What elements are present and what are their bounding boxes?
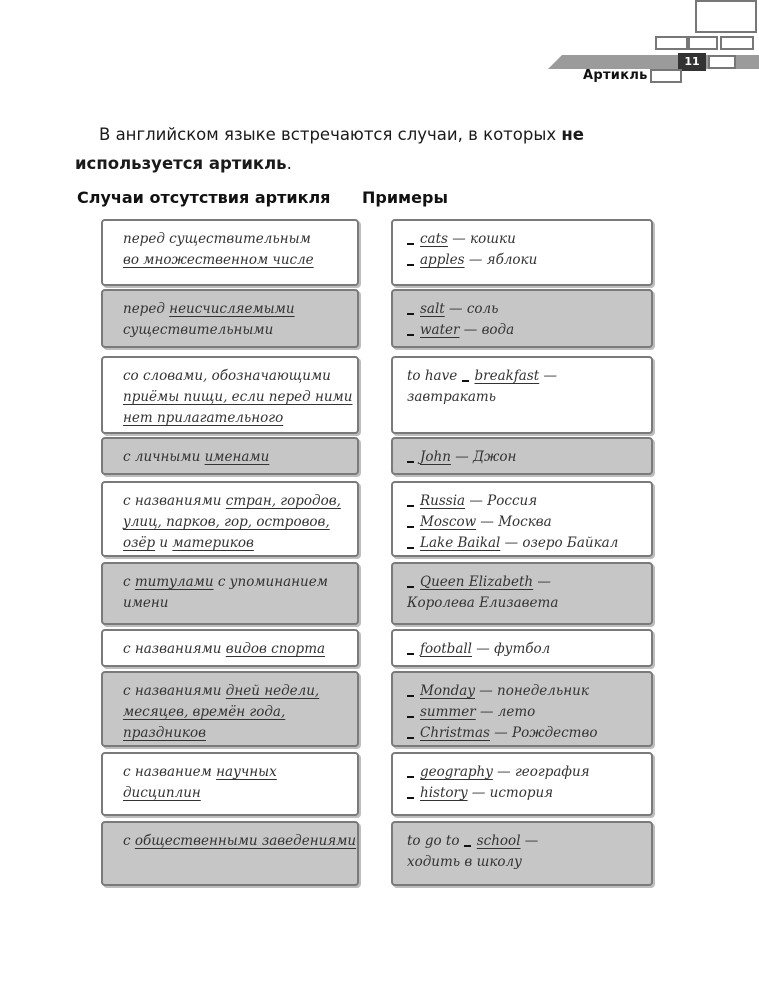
text-line xyxy=(407,533,637,554)
example-text xyxy=(407,447,637,468)
text-fragment: с xyxy=(123,833,135,849)
article-blank xyxy=(464,845,471,847)
text-line xyxy=(407,723,637,744)
example-card xyxy=(391,671,653,747)
text-line xyxy=(123,681,343,702)
text-line xyxy=(407,491,637,512)
text-line xyxy=(123,320,343,341)
text-fragment: — лето xyxy=(475,704,536,720)
underlined-term: во множественном числе xyxy=(123,252,314,268)
text-fragment: — яблоки xyxy=(464,252,538,268)
article-blank xyxy=(407,547,414,549)
text-fragment: — xyxy=(520,833,539,849)
intro-bold: не используется артикль xyxy=(75,125,584,173)
underlined-term: общественными заведениями xyxy=(134,833,357,849)
text-fragment: и xyxy=(155,535,173,551)
text-line xyxy=(407,572,637,593)
text-line xyxy=(123,250,343,271)
case-text xyxy=(123,762,343,804)
example-text xyxy=(407,229,637,271)
header-deco-box xyxy=(695,0,757,33)
page-number: 11 xyxy=(678,53,706,71)
case-card xyxy=(101,752,359,816)
text-line xyxy=(123,533,343,554)
underlined-term: титулами xyxy=(134,574,214,590)
article-blank xyxy=(407,653,414,655)
left-column-heading: Случаи отсутствия артикля xyxy=(77,188,331,207)
example-card xyxy=(391,481,653,557)
text-fragment: с личными xyxy=(123,449,205,465)
text-fragment: — соль xyxy=(444,301,499,317)
text-fragment: существительными xyxy=(123,322,274,338)
text-line xyxy=(407,250,637,271)
text-line xyxy=(123,408,343,429)
text-line xyxy=(407,387,637,408)
header-deco-box xyxy=(688,36,718,50)
text-line xyxy=(123,762,343,783)
underlined-term: school xyxy=(476,833,521,849)
text-fragment: со словами, обозначающими xyxy=(123,368,331,384)
text-line xyxy=(123,447,343,468)
example-card xyxy=(391,752,653,816)
article-blank xyxy=(407,797,414,799)
underlined-term: именами xyxy=(204,449,270,465)
underlined-term: приёмы пищи, если перед ними xyxy=(123,389,353,405)
case-text xyxy=(123,681,343,744)
example-card xyxy=(391,629,653,667)
text-line xyxy=(407,229,637,250)
article-blank xyxy=(462,380,469,382)
text-line xyxy=(407,681,637,702)
text-fragment: с названиями xyxy=(123,641,226,657)
example-text xyxy=(407,572,637,614)
case-text xyxy=(123,299,343,341)
article-blank xyxy=(407,695,414,697)
text-fragment: — Москва xyxy=(476,514,552,530)
text-line xyxy=(407,366,637,387)
case-text xyxy=(123,572,343,614)
text-fragment: — xyxy=(533,574,551,590)
text-fragment: — понедельник xyxy=(474,683,589,699)
text-fragment: с xyxy=(123,574,135,590)
case-card xyxy=(101,629,359,667)
example-text xyxy=(407,299,637,341)
underlined-term: water xyxy=(420,322,460,338)
underlined-term: summer xyxy=(420,704,476,720)
text-line xyxy=(407,447,637,468)
case-card xyxy=(101,481,359,557)
text-line xyxy=(123,723,343,744)
header-deco-box xyxy=(650,69,682,83)
example-card xyxy=(391,821,653,886)
text-fragment: — Рождество xyxy=(489,725,598,741)
article-blank xyxy=(407,737,414,739)
example-card xyxy=(391,562,653,625)
underlined-term: Queen Elizabeth xyxy=(420,574,534,590)
example-card xyxy=(391,289,653,348)
header-deco-box xyxy=(655,36,688,50)
text-line xyxy=(407,512,637,533)
text-line xyxy=(407,762,637,783)
underlined-term: стран, городов, xyxy=(225,493,341,509)
text-line xyxy=(407,299,637,320)
text-fragment: с названиями xyxy=(123,493,226,509)
text-line xyxy=(123,512,343,533)
intro-text: В английском языке встречаются случаи, в которых xyxy=(99,125,562,144)
text-line xyxy=(407,639,637,660)
text-fragment: перед xyxy=(123,301,170,317)
underlined-term: salt xyxy=(420,301,445,317)
underlined-term: geography xyxy=(420,764,493,780)
article-blank xyxy=(407,334,414,336)
text-line xyxy=(123,831,357,852)
text-line xyxy=(123,299,343,320)
intro-paragraph xyxy=(75,120,675,178)
article-blank xyxy=(407,586,414,588)
text-fragment: — xyxy=(539,368,558,384)
text-fragment: — кошки xyxy=(447,231,516,247)
text-fragment: — футбол xyxy=(472,641,551,657)
underlined-term: Monday xyxy=(420,683,475,699)
example-text xyxy=(407,831,637,873)
case-text xyxy=(123,639,343,660)
text-fragment: — озеро Байкал xyxy=(500,535,619,551)
case-card xyxy=(101,289,359,348)
example-text xyxy=(407,491,637,554)
underlined-term: озёр xyxy=(123,535,156,551)
text-fragment: ходить в школу xyxy=(407,854,522,870)
text-line xyxy=(123,702,343,723)
underlined-term: месяцев, времён года, xyxy=(123,704,286,720)
case-text xyxy=(123,491,343,554)
case-card xyxy=(101,562,359,625)
underlined-term: breakfast xyxy=(474,368,540,384)
text-line xyxy=(123,572,343,593)
article-blank xyxy=(407,264,414,266)
intro-end: . xyxy=(286,154,292,173)
example-card xyxy=(391,437,653,475)
text-line xyxy=(407,783,637,804)
case-text xyxy=(123,229,343,271)
underlined-term: праздников xyxy=(123,725,206,741)
underlined-term: видов спорта xyxy=(225,641,326,657)
case-card xyxy=(101,437,359,475)
header-deco-box xyxy=(708,55,736,69)
case-card xyxy=(101,219,359,286)
text-line xyxy=(123,593,343,614)
underlined-term: материков xyxy=(172,535,254,551)
underlined-term: дней недели, xyxy=(225,683,320,699)
underlined-term: неисчисляемыми xyxy=(169,301,295,317)
text-fragment: — история xyxy=(467,785,554,801)
case-text xyxy=(123,447,343,468)
underlined-term: Moscow xyxy=(420,514,477,530)
section-title: Артикль xyxy=(583,68,648,83)
text-fragment: — вода xyxy=(459,322,515,338)
text-line xyxy=(123,229,343,250)
text-line xyxy=(407,702,637,723)
case-text xyxy=(123,831,357,852)
text-line xyxy=(407,852,637,873)
example-text xyxy=(407,762,637,804)
underlined-term: улиц, парков, гор, островов, xyxy=(123,514,330,530)
text-line xyxy=(407,831,637,852)
text-line xyxy=(123,783,343,804)
example-text xyxy=(407,681,637,744)
underlined-term: Russia xyxy=(420,493,466,509)
text-fragment: — география xyxy=(492,764,590,780)
underlined-term: football xyxy=(420,641,473,657)
text-line xyxy=(123,491,343,512)
underlined-term: cats xyxy=(420,231,448,247)
underlined-term: John xyxy=(420,449,451,465)
text-line xyxy=(123,639,343,660)
example-text xyxy=(407,366,637,408)
text-fragment: с названиями xyxy=(123,683,226,699)
article-blank xyxy=(407,243,414,245)
underlined-term: научных xyxy=(216,764,277,780)
underlined-term: дисциплин xyxy=(123,785,201,801)
text-line xyxy=(407,320,637,341)
article-blank xyxy=(407,776,414,778)
example-text xyxy=(407,639,637,660)
case-text xyxy=(123,366,353,429)
case-card xyxy=(101,356,359,434)
text-line xyxy=(407,593,637,614)
text-fragment: завтракать xyxy=(407,389,497,405)
example-card xyxy=(391,219,653,286)
underlined-term: history xyxy=(420,785,468,801)
right-column-heading: Примеры xyxy=(362,188,448,207)
text-fragment: — Джон xyxy=(450,449,517,465)
case-card xyxy=(101,821,359,886)
text-fragment: с упоминанием xyxy=(213,574,328,590)
text-fragment: to go to xyxy=(407,833,464,849)
text-fragment: to have xyxy=(407,368,462,384)
underlined-term: apples xyxy=(420,252,465,268)
text-line xyxy=(123,387,353,408)
underlined-term: нет прилагательного xyxy=(123,410,284,426)
text-fragment: перед существительным xyxy=(123,231,311,247)
text-fragment: Королева Елизавета xyxy=(407,595,559,611)
underlined-term: Christmas xyxy=(420,725,490,741)
text-line xyxy=(123,366,343,387)
example-card xyxy=(391,356,653,434)
article-blank xyxy=(407,461,414,463)
text-fragment: имени xyxy=(123,595,169,611)
text-fragment: с названием xyxy=(123,764,217,780)
header-deco-box xyxy=(720,36,754,50)
underlined-term: Lake Baikal xyxy=(420,535,501,551)
article-blank xyxy=(407,716,414,718)
case-card xyxy=(101,671,359,747)
article-blank xyxy=(407,526,414,528)
text-fragment: — Россия xyxy=(465,493,538,509)
article-blank xyxy=(407,313,414,315)
article-blank xyxy=(407,505,414,507)
